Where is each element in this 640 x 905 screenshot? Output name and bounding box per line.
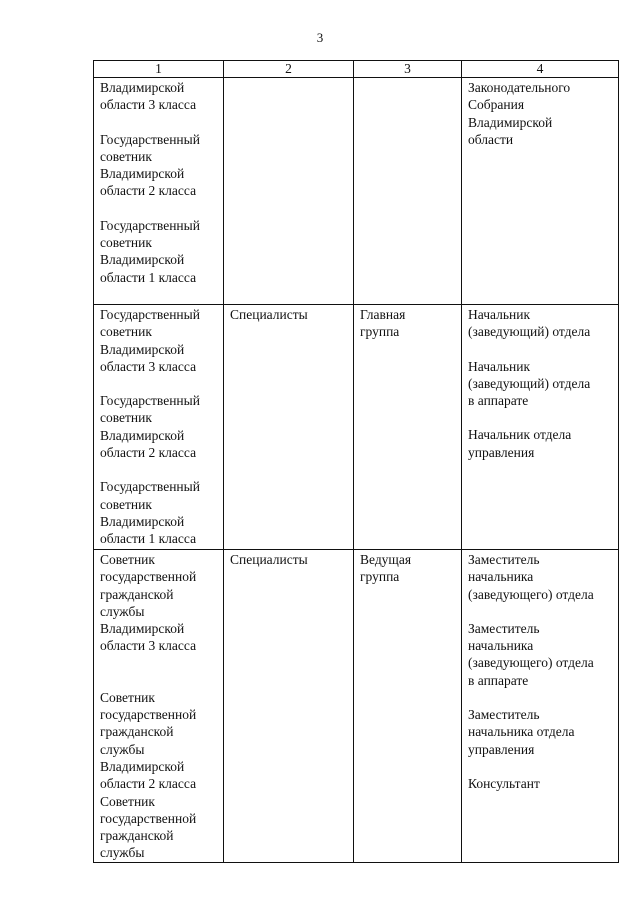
table-header-row (94, 61, 619, 78)
rank-entry: Государственный советник Владимирской области 1 класса (100, 479, 200, 547)
rank-entry: Советник государственной гражданской службы (100, 793, 197, 861)
positions-table (93, 60, 619, 863)
position-entry: Начальник отдела управления (468, 427, 572, 460)
position-entry: Заместитель начальника (заведующего) отдела в аппарате (468, 620, 594, 688)
position-cell (462, 550, 619, 863)
group-cell (354, 305, 462, 550)
group-text: Ведущая группа (360, 552, 412, 585)
group-cell (354, 78, 462, 305)
page-number: 3 (316, 30, 324, 45)
rank-entry: Государственный советник Владимирской области 2 класса (100, 393, 200, 461)
category-cell (224, 305, 354, 550)
table-row (94, 550, 619, 863)
position-entry: Заместитель начальника отдела управления (468, 707, 575, 757)
position-entry: Начальник (заведующий) отдела в аппарате (468, 358, 591, 409)
position-entry: Консультант (468, 775, 540, 791)
header-cell: 2 (224, 61, 354, 78)
rank-cell (94, 550, 224, 863)
position-entry: Начальник (заведующий) отдела (468, 307, 591, 340)
category-cell (224, 550, 354, 863)
rank-entry: Государственный советник Владимирской области 1 класса (100, 217, 200, 285)
position-entry: Законодательного Собрания Владимирской области (468, 80, 571, 147)
category-text: Специалисты (230, 307, 308, 322)
rank-entry: Государственный советник Владимирской области 2 класса (100, 131, 200, 199)
position-cell (462, 78, 619, 305)
group-text: Главная группа (360, 307, 406, 340)
header-cell: 3 (354, 61, 462, 78)
table-row (94, 78, 619, 305)
header-cell: 4 (462, 61, 619, 78)
table-row (94, 305, 619, 550)
rank-entry: Советник государственной гражданской службы Владимирской области 2 класса (100, 689, 197, 792)
position-cell (462, 305, 619, 550)
position-entry: Заместитель начальника (заведующего) отдела (468, 552, 594, 602)
rank-entry: Советник государственной гражданской службы Владимирской области 3 класса (100, 552, 197, 654)
group-cell (354, 550, 462, 863)
header-cell: 1 (94, 61, 224, 78)
rank-cell (94, 305, 224, 550)
rank-entry: Государственный советник Владимирской области 3 класса (100, 307, 200, 374)
rank-entry: Владимирской области 3 класса (100, 80, 197, 113)
category-text: Специалисты (230, 552, 308, 567)
category-cell (224, 78, 354, 305)
rank-cell (94, 78, 224, 305)
